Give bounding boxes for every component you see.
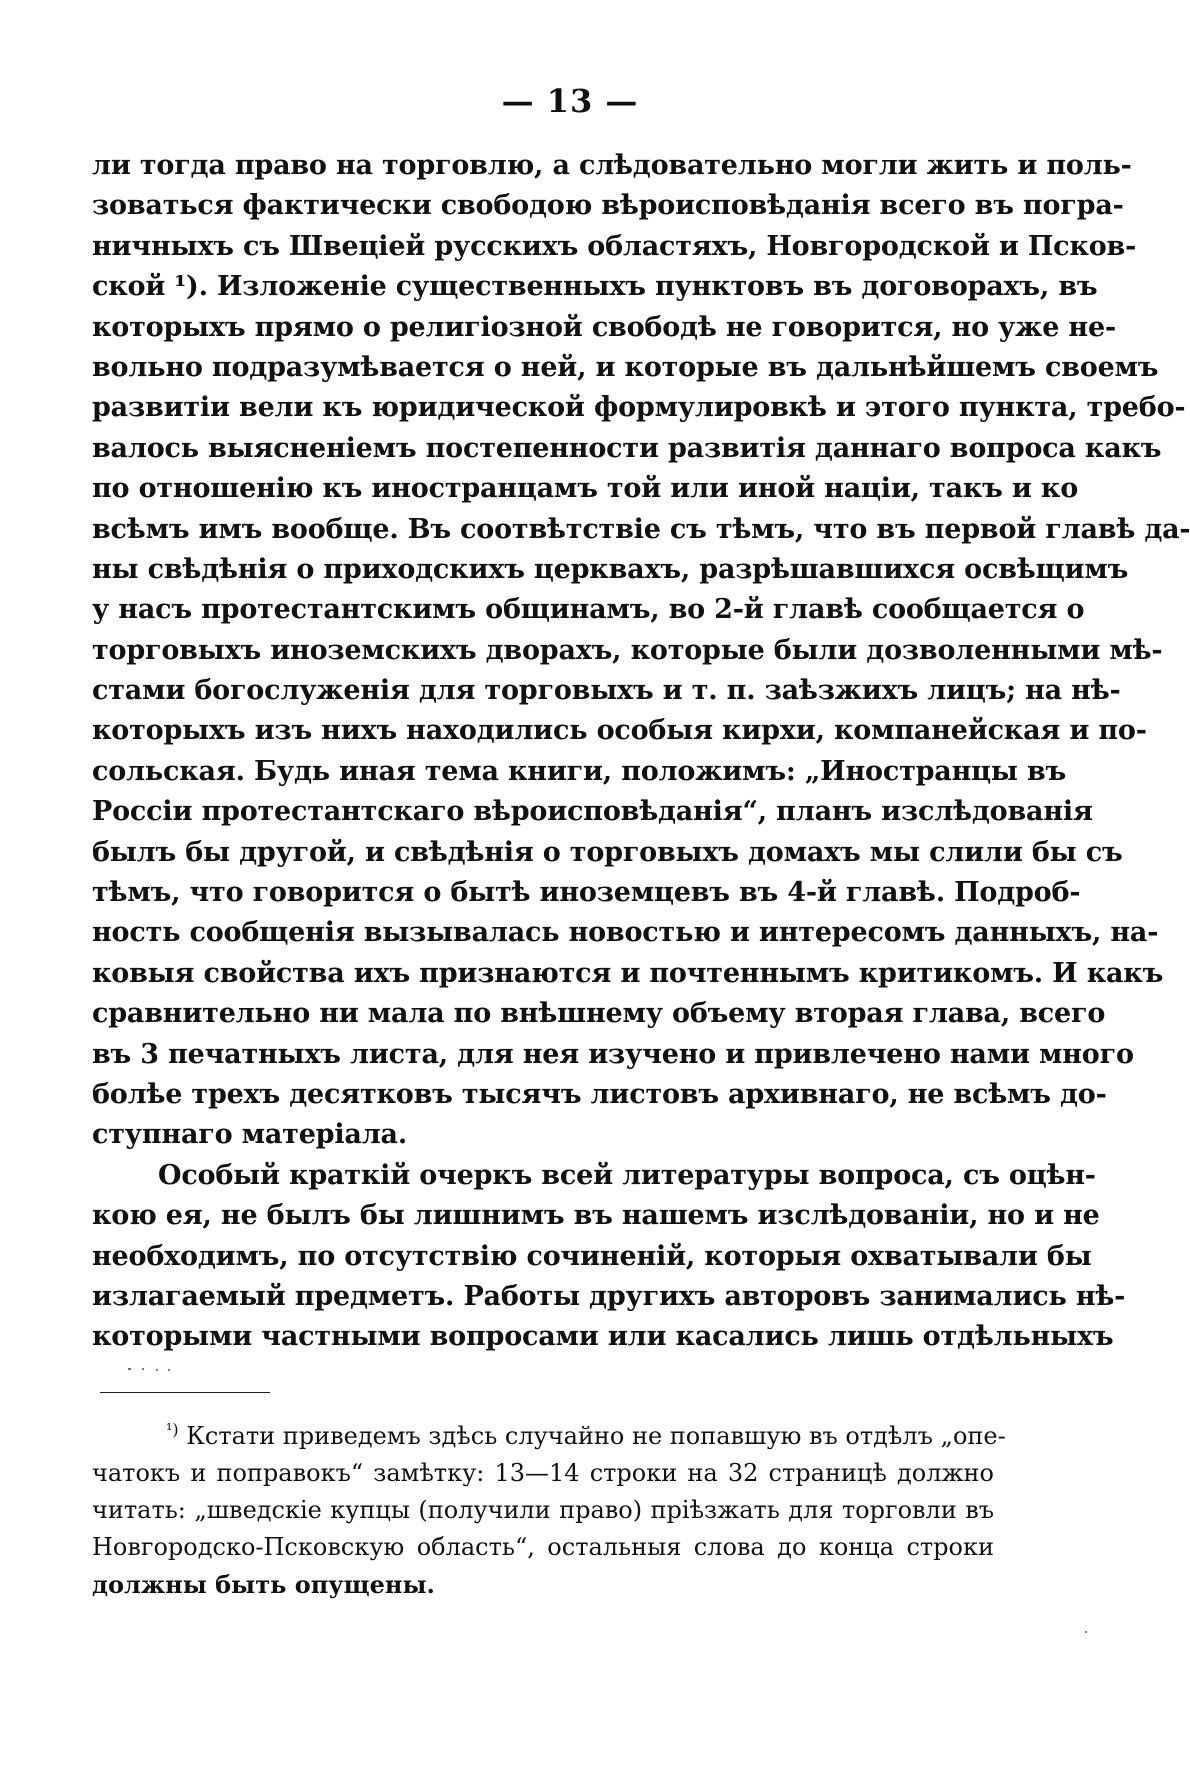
text-line: ковыя свойства ихъ признаются и почтеннымъ критикомъ. И какъ bbox=[92, 957, 1164, 989]
text-line: валось выясненіемъ постепенности развитія даннаго вопроса какъ bbox=[92, 432, 1162, 464]
text-line: ской ¹). Изложеніе существенныхъ пунктовъ въ договорахъ, въ bbox=[92, 271, 1098, 303]
paper-speck bbox=[128, 1368, 131, 1370]
text-line: ли тогда право на торговлю, а слѣдовательно могли жить и поль- bbox=[92, 150, 1132, 181]
paper-speck bbox=[1085, 1631, 1087, 1633]
paper-speck bbox=[156, 1369, 158, 1371]
text-line: стами богослуженія для торговыхъ и т. п. заѣзжихъ лицъ; на нѣ- bbox=[92, 675, 1121, 707]
text-line-paragraph-start: Особый краткій очеркъ всей литературы вопроса, съ оцѣн- bbox=[158, 1159, 1096, 1191]
footnote-line: читать: „шведскіе купцы (получили право) пріѣзжать для торговли въ bbox=[92, 1496, 994, 1524]
text-line: развитіи вели къ юридической формулировкѣ и этого пункта, требо- bbox=[92, 392, 1186, 424]
paper-speck bbox=[168, 1369, 170, 1371]
text-line: былъ бы другой, и свѣдѣнія о торговыхъ домахъ мы слили бы съ bbox=[92, 836, 1123, 868]
text-line: по отношенію къ иностранцамъ той или иной націи, такъ и ко bbox=[92, 473, 1079, 505]
footnote-text: Кстати приведемъ здѣсь случайно не попавшую въ отдѣлъ „опе- bbox=[186, 1422, 1006, 1450]
text-line: торговыхъ иноземскихъ дворахъ, которые были дозволенными мѣ- bbox=[92, 634, 1163, 666]
text-line: которыхъ изъ нихъ находились особыя кирхи, компанейская и по- bbox=[92, 715, 1147, 747]
text-line: сравнительно ни мала по внѣшнему объему вторая глава, всего bbox=[92, 998, 1106, 1030]
paper-speck bbox=[142, 1368, 144, 1370]
main-text-block bbox=[92, 146, 1190, 1358]
footnote-block bbox=[92, 1418, 1006, 1603]
text-line: которыхъ прямо о религіозной свободѣ не говорится, но уже не- bbox=[92, 311, 1116, 343]
text-line: у насъ протестантскимъ общинамъ, во 2-й главѣ сообщается о bbox=[92, 594, 1085, 626]
text-line: ность сообщенія вызывалась новостью и интересомъ данныхъ, на- bbox=[92, 917, 1159, 949]
text-line: кою ея, не былъ бы лишнимъ въ нашемъ изслѣдованіи, но и не bbox=[92, 1200, 1100, 1232]
footnote-line-first bbox=[92, 1418, 1006, 1455]
text-line-paragraph-end: ступнаго матеріала. bbox=[92, 1119, 408, 1151]
footnote-line: чатокъ и поправокъ“ замѣтку: 13—14 строки на 32 страницѣ должно bbox=[92, 1459, 994, 1487]
footnote-line-last: должны быть опущены. bbox=[92, 1570, 435, 1599]
text-line: вольно подразумѣвается о ней, и которые въ дальнѣйшемъ своемъ bbox=[92, 351, 1159, 383]
text-line: въ 3 печатныхъ листа, для нея изучено и привлечено нами много bbox=[92, 1038, 1134, 1070]
footnote-separator bbox=[100, 1392, 270, 1393]
footnote-line: Новгородско-Псковскую область“, остальныя слова до конца строки bbox=[92, 1533, 994, 1561]
page-number: — 13 — bbox=[501, 82, 639, 120]
text-line: Россіи протестантскаго вѣроисповѣданія“, планъ изслѣдованія bbox=[92, 796, 1093, 828]
text-line: всѣмъ имъ вообще. Въ соотвѣтствіе съ тѣмъ, что въ первой главѣ да- bbox=[92, 513, 1190, 545]
text-line: зоваться фактически свободою вѣроисповѣданія всего въ погра- bbox=[92, 190, 1124, 222]
text-line: излагаемый предметъ. Работы другихъ авторовъ занимались нѣ- bbox=[92, 1280, 1126, 1312]
text-line: ничныхъ съ Швеціей русскихъ областяхъ, Новгородской и Псков- bbox=[92, 230, 1137, 262]
text-line: тѣмъ, что говорится о бытѣ иноземцевъ въ 4-й главѣ. Подроб- bbox=[92, 877, 1081, 909]
text-line: болѣе трехъ десятковъ тысячъ листовъ архивнаго, не всѣмъ до- bbox=[92, 1078, 1107, 1110]
text-line: ны свѣдѣнія о приходскихъ церквахъ, разрѣшавшихся освѣщимъ bbox=[92, 553, 1129, 585]
footnote-marker: ¹) bbox=[166, 1420, 179, 1439]
text-line: необходимъ, по отсутствію сочиненій, которыя охватывали бы bbox=[92, 1240, 1092, 1272]
text-line: сольская. Будь иная тема книги, положимъ: „Иностранцы въ bbox=[92, 755, 1067, 787]
text-line: которыми частными вопросами или касались лишь отдѣльныхъ bbox=[92, 1321, 1114, 1353]
